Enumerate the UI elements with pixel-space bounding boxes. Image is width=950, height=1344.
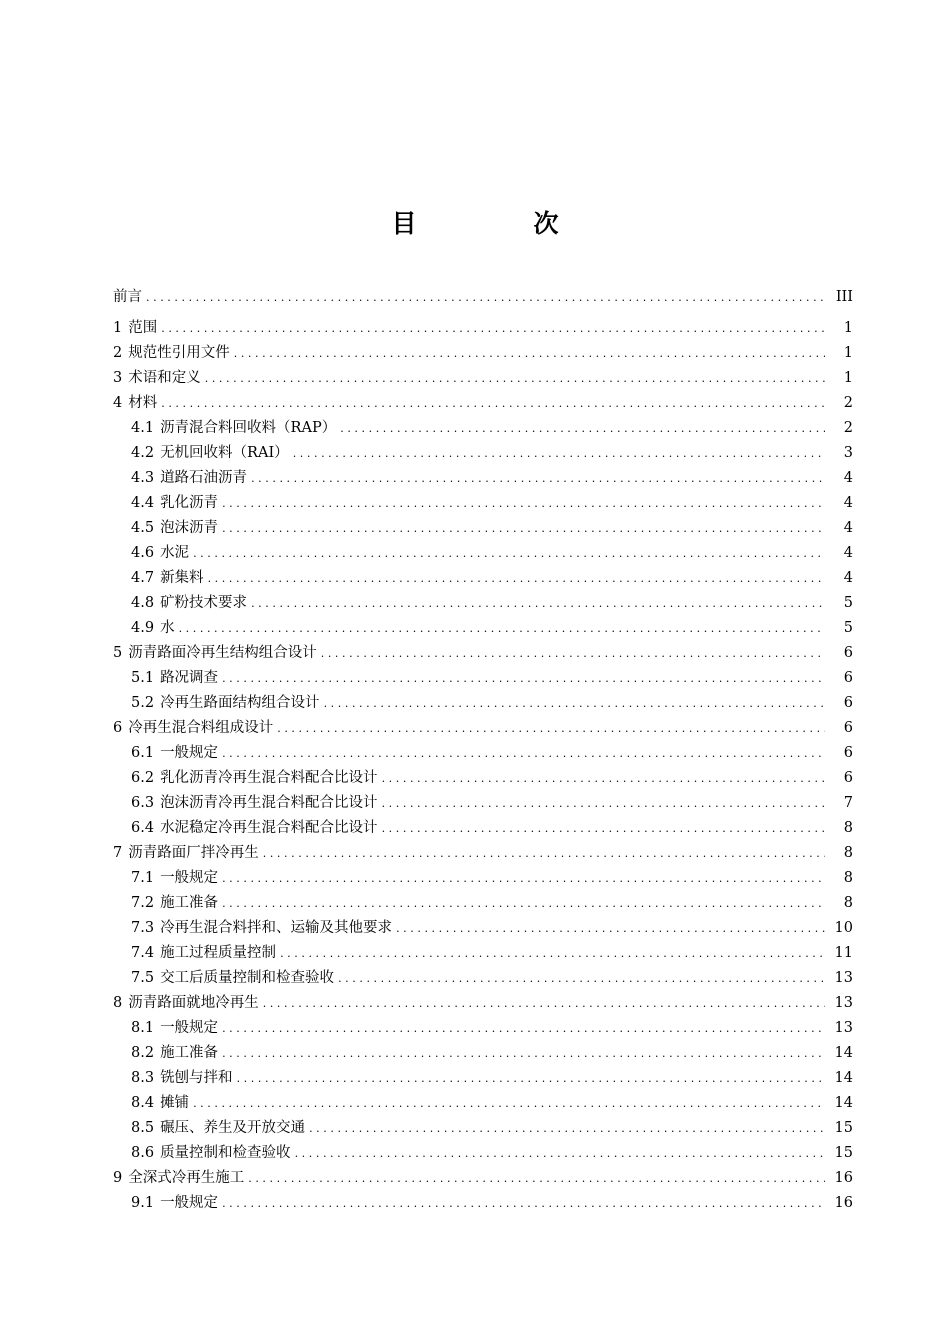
- toc-entry[interactable]: [113, 891, 853, 916]
- dot-leader: [193, 541, 825, 566]
- toc-entry[interactable]: [113, 1191, 853, 1216]
- toc-entry-number: 7.1: [131, 870, 155, 886]
- toc-entry-label: 施工准备: [160, 1045, 219, 1061]
- toc-entry-label: 规范性引用文件: [128, 345, 230, 361]
- toc-entry-page-number: 14: [834, 1070, 853, 1086]
- dot-leader: [222, 516, 825, 541]
- toc-entry-number: 7.5: [131, 970, 155, 986]
- toc-entry-page-number: 1: [843, 320, 853, 336]
- table-of-contents: [113, 285, 853, 1216]
- toc-entry-label: 前言: [113, 289, 142, 305]
- toc-entry-label: 泡沫沥青: [160, 520, 219, 536]
- toc-entry[interactable]: [113, 741, 853, 766]
- dot-leader: [248, 1166, 825, 1191]
- dot-leader: [193, 1091, 825, 1116]
- toc-entry-number: 1: [113, 320, 123, 336]
- dot-leader: [396, 916, 825, 941]
- toc-entry-page-number: 14: [834, 1095, 853, 1111]
- toc-entry-label: 沥青路面厂拌冷再生: [128, 845, 259, 861]
- toc-entry-number: 4.1: [131, 420, 155, 436]
- toc-entry-label: 一般规定: [160, 1195, 219, 1211]
- toc-entry-label: 一般规定: [160, 745, 219, 761]
- toc-entry-page-number: 14: [834, 1045, 853, 1061]
- toc-entry-number: 4.3: [131, 470, 155, 486]
- toc-entry-page-number: 6: [843, 745, 853, 761]
- toc-entry-page-number: 8: [843, 895, 853, 911]
- dot-leader: [382, 791, 825, 816]
- toc-entry[interactable]: [113, 285, 853, 310]
- dot-leader: [222, 666, 825, 691]
- toc-entry-page-number: 16: [834, 1170, 853, 1186]
- toc-entry-label: 冷再生混合料组成设计: [128, 720, 274, 736]
- toc-entry-label: 范围: [128, 320, 158, 336]
- dot-leader: [321, 641, 825, 666]
- toc-entry-number: 4.9: [131, 620, 155, 636]
- toc-entry[interactable]: [113, 791, 853, 816]
- toc-entry-page-number: 6: [843, 645, 853, 661]
- dot-leader: [251, 591, 825, 616]
- toc-entry-label: 全深式冷再生施工: [128, 1170, 245, 1186]
- dot-leader: [280, 941, 825, 966]
- dot-leader: [382, 816, 825, 841]
- toc-entry-page-number: 2: [843, 395, 853, 411]
- toc-entry-number: 4.2: [131, 445, 155, 461]
- dot-leader: [222, 1016, 825, 1041]
- toc-entry[interactable]: [113, 616, 853, 641]
- dot-leader: [324, 691, 825, 716]
- toc-entry-label: 新集料: [160, 570, 204, 586]
- toc-entry[interactable]: [113, 991, 853, 1016]
- toc-entry-label: 材料: [128, 395, 158, 411]
- toc-entry[interactable]: [113, 1016, 853, 1041]
- dot-leader: [222, 1191, 825, 1216]
- toc-entry-page-number: 15: [834, 1120, 853, 1136]
- toc-entry-number: 6.1: [131, 745, 155, 761]
- toc-entry[interactable]: [113, 766, 853, 791]
- toc-entry-number: 4: [113, 395, 123, 411]
- dot-leader: [222, 491, 825, 516]
- toc-entry-page-number: III: [835, 289, 853, 305]
- toc-entry-page-number: 1: [843, 345, 853, 361]
- toc-entry-label: 一般规定: [160, 1020, 219, 1036]
- toc-entry-page-number: 2: [843, 420, 853, 436]
- toc-entry-page-number: 6: [843, 770, 853, 786]
- toc-entry-label: 交工后质量控制和检查验收: [160, 970, 335, 986]
- toc-entry-page-number: 6: [843, 695, 853, 711]
- toc-entry-number: 3: [113, 370, 123, 386]
- toc-entry-label: 水泥: [160, 545, 190, 561]
- toc-entry-label: 乳化沥青: [160, 495, 219, 511]
- toc-entry[interactable]: [113, 916, 853, 941]
- toc-entry-number: 6: [113, 720, 123, 736]
- toc-entry-label: 水泥稳定冷再生混合料配合比设计: [160, 820, 378, 836]
- toc-entry-label: 施工过程质量控制: [160, 945, 277, 961]
- toc-entry-page-number: 6: [843, 720, 853, 736]
- toc-entry[interactable]: [113, 441, 853, 466]
- toc-title: 目 次: [391, 209, 605, 238]
- dot-leader: [222, 1041, 825, 1066]
- toc-entry-page-number: 4: [843, 470, 853, 486]
- toc-entry-label: 碾压、养生及开放交通: [160, 1120, 306, 1136]
- toc-entry-number: 2: [113, 345, 123, 361]
- toc-entry-label: 道路石油沥青: [160, 470, 248, 486]
- dot-leader: [263, 991, 825, 1016]
- toc-entry-label: 摊铺: [160, 1095, 190, 1111]
- toc-entry-number: 5.2: [131, 695, 155, 711]
- toc-entry[interactable]: [113, 966, 853, 991]
- toc-entry[interactable]: [113, 1041, 853, 1066]
- toc-entry-page-number: 8: [843, 870, 853, 886]
- dot-leader: [222, 891, 825, 916]
- toc-entry-number: 8.6: [131, 1145, 155, 1161]
- toc-entry-page-number: 13: [834, 1020, 853, 1036]
- toc-entry-number: 8.1: [131, 1020, 155, 1036]
- toc-entry[interactable]: [113, 816, 853, 841]
- toc-entry-page-number: 16: [834, 1195, 853, 1211]
- toc-entry[interactable]: [113, 391, 853, 416]
- toc-entry-number: 9: [113, 1170, 123, 1186]
- dot-leader: [277, 716, 825, 741]
- dot-leader: [222, 866, 825, 891]
- toc-entry-label: 冷再生混合料拌和、运输及其他要求: [160, 920, 393, 936]
- toc-entry-number: 4.5: [131, 520, 155, 536]
- toc-entry[interactable]: [113, 1091, 853, 1116]
- toc-entry[interactable]: [113, 1166, 853, 1191]
- dot-leader: [161, 391, 825, 416]
- toc-entry-number: 8.2: [131, 1045, 155, 1061]
- toc-entry-label: 路况调查: [160, 670, 219, 686]
- dot-leader: [293, 441, 825, 466]
- toc-entry-label: 乳化沥青冷再生混合料配合比设计: [160, 770, 378, 786]
- dot-leader: [382, 766, 825, 791]
- toc-entry-page-number: 1: [843, 370, 853, 386]
- dot-leader: [234, 341, 825, 366]
- toc-entry[interactable]: [113, 516, 853, 541]
- toc-entry-number: 6.4: [131, 820, 155, 836]
- dot-leader: [263, 841, 825, 866]
- toc-entry[interactable]: [113, 941, 853, 966]
- toc-entry-number: 9.1: [131, 1195, 155, 1211]
- toc-entry-page-number: 7: [843, 795, 853, 811]
- toc-entry-page-number: 4: [843, 570, 853, 586]
- toc-entry[interactable]: [113, 641, 853, 666]
- dot-leader: [295, 1141, 825, 1166]
- toc-entry-number: 4.4: [131, 495, 155, 511]
- toc-entry-page-number: 5: [843, 595, 853, 611]
- toc-entry[interactable]: [113, 491, 853, 516]
- toc-entry-label: 矿粉技术要求: [160, 595, 248, 611]
- toc-entry-number: 7.3: [131, 920, 155, 936]
- toc-entry-label: 沥青路面就地冷再生: [128, 995, 259, 1011]
- toc-entry-number: 7: [113, 845, 123, 861]
- dot-leader: [338, 966, 825, 991]
- dot-leader: [309, 1116, 825, 1141]
- toc-entry[interactable]: [113, 716, 853, 741]
- toc-entry-page-number: 13: [834, 995, 853, 1011]
- toc-entry-number: 8: [113, 995, 123, 1011]
- toc-entry-number: 5.1: [131, 670, 155, 686]
- toc-entry-page-number: 5: [843, 620, 853, 636]
- dot-leader: [205, 366, 825, 391]
- toc-entry[interactable]: [113, 591, 853, 616]
- toc-entry[interactable]: [113, 841, 853, 866]
- toc-entry[interactable]: [113, 866, 853, 891]
- toc-entry-page-number: 11: [834, 945, 853, 961]
- toc-entry-label: 水: [160, 620, 175, 636]
- toc-entry-page-number: 6: [843, 670, 853, 686]
- toc-entry[interactable]: [113, 666, 853, 691]
- toc-entry-page-number: 13: [834, 970, 853, 986]
- toc-entry-page-number: 10: [834, 920, 853, 936]
- dot-leader: [179, 616, 825, 641]
- toc-entry-number: 8.4: [131, 1095, 155, 1111]
- toc-entry-number: 6.3: [131, 795, 155, 811]
- toc-entry-label: 施工准备: [160, 895, 219, 911]
- toc-entry[interactable]: [113, 1066, 853, 1091]
- toc-entry-page-number: 3: [843, 445, 853, 461]
- toc-entry-label: 沥青路面冷再生结构组合设计: [128, 645, 317, 661]
- dot-leader: [251, 466, 825, 491]
- toc-entry[interactable]: [113, 316, 853, 341]
- dot-leader: [340, 416, 825, 441]
- toc-entry-label: 泡沫沥青冷再生混合料配合比设计: [160, 795, 378, 811]
- toc-entry-label: 无机回收料（RAI）: [160, 445, 289, 461]
- toc-entry-page-number: 4: [843, 545, 853, 561]
- toc-entry[interactable]: [113, 1116, 853, 1141]
- toc-entry-number: 5: [113, 645, 123, 661]
- toc-entry[interactable]: [113, 1141, 853, 1166]
- toc-entry-page-number: 4: [843, 495, 853, 511]
- toc-entry-label: 术语和定义: [128, 370, 201, 386]
- toc-entry-number: 4.6: [131, 545, 155, 561]
- toc-entry-number: 7.4: [131, 945, 155, 961]
- toc-entry-number: 8.5: [131, 1120, 155, 1136]
- toc-entry-page-number: 8: [843, 820, 853, 836]
- toc-entry-number: 6.2: [131, 770, 155, 786]
- toc-entry[interactable]: [113, 341, 853, 366]
- toc-entry[interactable]: [113, 466, 853, 491]
- dot-leader: [237, 1066, 825, 1091]
- toc-entry[interactable]: [113, 416, 853, 441]
- toc-entry-label: 冷再生路面结构组合设计: [160, 695, 320, 711]
- toc-entry-label: 铣刨与拌和: [160, 1070, 233, 1086]
- dot-leader: [208, 566, 825, 591]
- toc-entry-number: 4.7: [131, 570, 155, 586]
- toc-entry-label: 一般规定: [160, 870, 219, 886]
- toc-entry-page-number: 4: [843, 520, 853, 536]
- toc-entry-number: 4.8: [131, 595, 155, 611]
- toc-entry-number: 7.2: [131, 895, 155, 911]
- toc-entry-label: 沥青混合料回收料（RAP）: [160, 420, 337, 436]
- toc-entry-number: 8.3: [131, 1070, 155, 1086]
- toc-entry[interactable]: [113, 541, 853, 566]
- toc-entry-page-number: 8: [843, 845, 853, 861]
- toc-entry-label: 质量控制和检查验收: [160, 1145, 291, 1161]
- toc-entry[interactable]: [113, 366, 853, 391]
- toc-entry[interactable]: [113, 566, 853, 591]
- toc-entry-page-number: 15: [834, 1145, 853, 1161]
- dot-leader: [146, 285, 825, 310]
- dot-leader: [161, 316, 825, 341]
- toc-entry[interactable]: [113, 691, 853, 716]
- dot-leader: [222, 741, 825, 766]
